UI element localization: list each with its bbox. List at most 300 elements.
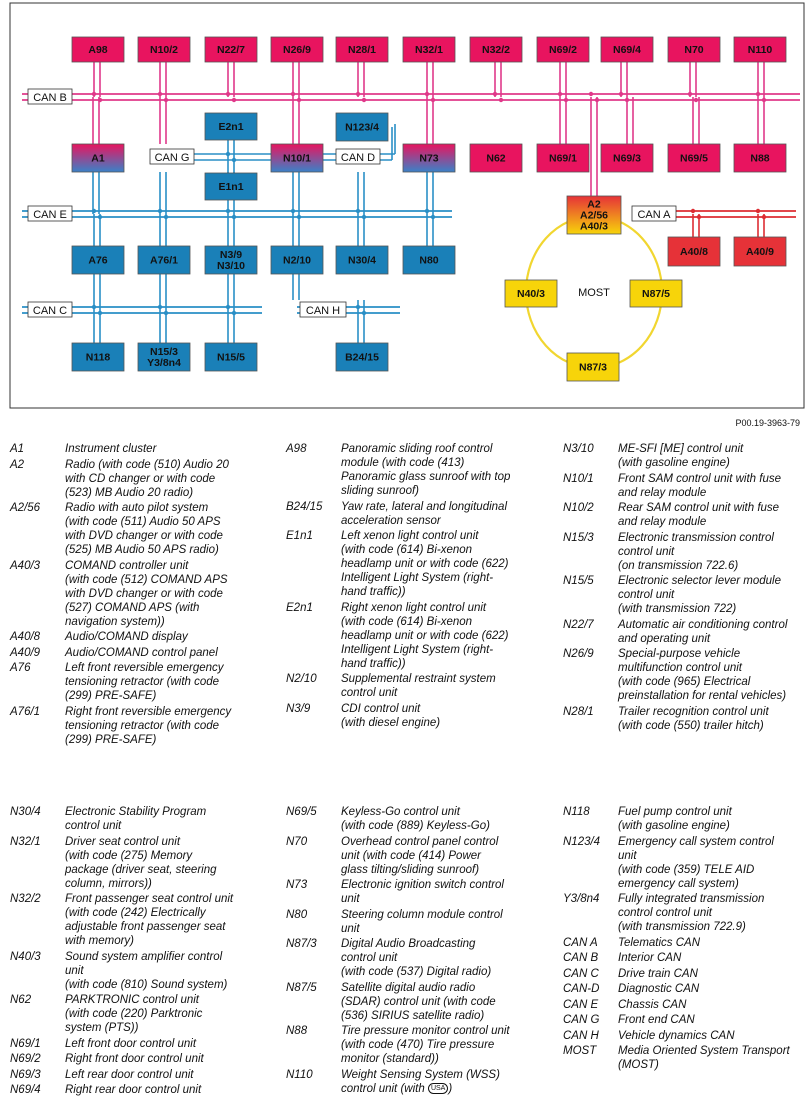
unit-n22-7-label: N22/7 (216, 44, 246, 56)
bus-junction (691, 209, 695, 213)
unit-n110 (734, 37, 786, 62)
legend-code: CAN G (563, 1014, 600, 1026)
bus-label-can-a (632, 206, 676, 221)
bus-junction (688, 92, 692, 96)
legend-description-line: module (with code (413) (341, 457, 465, 469)
legend-description-line: with CD changer or with code (65, 472, 216, 485)
legend-description (618, 1029, 807, 1043)
legend-description-line: control unit (618, 589, 675, 601)
bus-junction (362, 311, 366, 315)
legend-description-line: Electronic transmission control (618, 531, 774, 544)
unit-a40-9 (734, 237, 786, 266)
legend-description (618, 835, 807, 891)
bus-label-can-h (300, 302, 346, 317)
unit-a40-8-label: A40/8 (679, 246, 709, 258)
unit-n110-label: N110 (747, 44, 773, 56)
legend-description (65, 630, 278, 644)
legend-description-line: (523) MB Audio 20 radio) (65, 486, 194, 499)
legend-code: N88 (286, 1025, 308, 1037)
legend-code: N28/1 (563, 705, 594, 718)
legend-entry (10, 950, 278, 992)
legend-description-line: Special-purpose vehicle (618, 648, 741, 660)
bus-junction (158, 305, 162, 309)
legend-description (341, 529, 558, 599)
unit-n32-2 (470, 37, 522, 62)
legend-description-line: Left front door control unit (65, 1037, 197, 1050)
unit-n69-1 (537, 144, 589, 172)
legend-description-line: Left front reversible emergency (65, 662, 224, 674)
legend-description-line: Audio/COMAND control panel (65, 646, 218, 659)
legend-description-line: hand traffic)) (341, 586, 406, 598)
legend-code: N118 (563, 806, 590, 818)
unit-b24-15-label: B24/15 (345, 351, 379, 364)
bus-junction (232, 158, 236, 162)
legend-description (65, 805, 278, 833)
bus-junction (158, 92, 162, 96)
bus-label-can-b (28, 89, 72, 104)
legend-entry (563, 647, 807, 703)
legend-code: N62 (10, 994, 32, 1006)
legend-description-line: multifunction control unit (618, 662, 743, 674)
legend-description-line: emergency call system) (618, 877, 739, 890)
legend-description (618, 574, 807, 616)
legend-description (65, 646, 278, 660)
legend-description-line: Right rear door control unit (65, 1084, 202, 1096)
diagram-frame (10, 3, 804, 408)
legend-code: N69/2 (10, 1053, 41, 1065)
bus-junction (226, 305, 230, 309)
legend-description (618, 805, 807, 833)
legend-code: N26/9 (563, 648, 594, 660)
legend-entry (286, 601, 558, 671)
legend-code: N70 (286, 835, 308, 848)
bus-label-can-a-text: CAN A (637, 209, 671, 221)
legend-code: CAN B (563, 952, 599, 964)
legend-description (618, 647, 807, 703)
legend-description-line: (with code (511) Audio 50 APS (65, 516, 221, 528)
legend-description-line: (with code (275) Memory (65, 849, 193, 862)
bus-junction (98, 215, 102, 219)
legend-description-line: Diagnostic CAN (618, 983, 700, 995)
legend-entry (10, 892, 278, 948)
legend-description-line: Overhead control panel control (341, 835, 499, 848)
bus-junction (694, 98, 698, 102)
unit-a76 (72, 246, 124, 274)
legend-description-line: and relay module (618, 516, 707, 528)
legend-code: N69/1 (10, 1037, 41, 1050)
unit-n32-1-label: N32/1 (414, 44, 444, 56)
legend-description-line: Panoramic glass sunroof with top (341, 471, 511, 483)
legend-code: N80 (286, 908, 308, 921)
legend-entry (563, 998, 807, 1012)
legend-entry (563, 472, 807, 500)
legend-description (618, 998, 807, 1012)
legend-entry (10, 646, 278, 660)
legend-code: N40/3 (10, 950, 41, 963)
legend-description-line: control control unit (618, 907, 712, 919)
legend-description-line: headlamp unit or with code (622) (341, 558, 509, 570)
legend-description-line: Front passenger seat control unit (65, 893, 234, 905)
legend-description-line (341, 1082, 558, 1096)
legend-description-line: and relay module (618, 486, 707, 499)
legend-description (341, 835, 558, 877)
unit-b24-15 (336, 343, 388, 371)
legend-entry (286, 702, 558, 730)
legend-description-line: ME-SFI [ME] control unit (618, 443, 744, 455)
legend-description-line: Chassis CAN (618, 998, 687, 1011)
legend-code: N15/3 (563, 531, 594, 544)
bus-junction (425, 92, 429, 96)
bus-junction (291, 209, 295, 213)
legend-description-line: CDI control unit (341, 702, 421, 715)
unit-n15-5 (205, 343, 257, 371)
legend-description-line: Electronic Stability Program (65, 806, 207, 818)
legend-entry (563, 835, 807, 891)
bus-junction (164, 215, 168, 219)
unit-e2n1 (205, 113, 257, 140)
legend-description-line: unit (with code (414) Power (341, 849, 481, 862)
legend-entry (286, 500, 558, 528)
bus-label-can-g (150, 149, 194, 164)
legend-code: N123/4 (563, 835, 601, 848)
unit-n3-9-n3-10-label: N3/9 (219, 249, 243, 261)
legend-description-line: hand traffic)) (341, 657, 406, 670)
unit-n10-2 (138, 37, 190, 62)
bus-junction (756, 209, 760, 213)
legend-code: A76/1 (10, 705, 41, 718)
legend-code: N10/1 (563, 472, 594, 485)
legend-description-line: (with code (889) Keyless-Go) (341, 820, 490, 832)
legend-description-line: headlamp unit or with code (622) (341, 629, 509, 642)
legend-entry (286, 981, 558, 1023)
legend-entry (286, 672, 558, 700)
legend-entry (286, 805, 558, 833)
legend-code: N110 (286, 1068, 313, 1081)
legend-code: N32/1 (10, 835, 41, 848)
unit-n2-10 (271, 246, 323, 274)
legend-description-line: Sound system amplifier control (65, 950, 223, 963)
legend-description-line: and operating unit (618, 632, 711, 645)
unit-n32-2-label: N32/2 (481, 44, 511, 56)
legend-code: N32/2 (10, 893, 41, 905)
unit-n15-3-y3-8n4 (138, 343, 190, 371)
unit-a98 (72, 37, 124, 62)
legend-description (341, 908, 558, 936)
bus-junction (92, 209, 96, 213)
bus-junction (756, 92, 760, 96)
legend-description (65, 1037, 278, 1051)
legend-code: Y3/8n4 (563, 893, 600, 905)
bus-junction (595, 98, 599, 102)
bus-junction (232, 215, 236, 219)
legend-entry (286, 835, 558, 877)
legend-code: N15/5 (563, 575, 594, 587)
legend-entry (286, 937, 558, 979)
legend-entry (563, 618, 807, 646)
legend-description-line: Steering column module control (341, 908, 503, 921)
bus-junction (291, 92, 295, 96)
legend-entry (10, 993, 278, 1035)
legend-description-line: (527) COMAND APS (with (65, 601, 200, 614)
legend-description (65, 458, 278, 500)
legend-description (618, 967, 807, 981)
bus-junction (158, 209, 162, 213)
unit-n3-9-n3-10 (205, 246, 257, 274)
unit-n73 (403, 144, 455, 172)
legend-description-line: Tire pressure monitor control unit (341, 1025, 510, 1037)
bus-junction (356, 305, 360, 309)
legend-description (65, 950, 278, 992)
unit-n15-3-y3-8n4-label: N15/3 (149, 346, 179, 358)
legend-code: MOST (563, 1045, 597, 1057)
bus-junction (431, 215, 435, 219)
legend-code: CAN-D (563, 983, 600, 995)
legend-description (618, 472, 807, 500)
unit-n10-2-label: N10/2 (149, 44, 179, 56)
unit-n118 (72, 343, 124, 371)
legend-entry (563, 574, 807, 616)
legend-code: N3/10 (563, 443, 594, 455)
legend-code: A76 (10, 662, 31, 674)
bus-junction (226, 92, 230, 96)
legend-entry (10, 661, 278, 703)
unit-n69-2 (537, 37, 589, 62)
unit-n70-label: N70 (684, 44, 704, 56)
legend-description (618, 531, 807, 573)
unit-n15-3-y3-8n4-label: Y3/8n4 (147, 357, 181, 369)
legend-description-line: Weight Sensing System (WSS) (341, 1068, 500, 1081)
legend-description-line: (with transmission 722) (618, 603, 737, 615)
legend-description-line: (536) SIRIUS satellite radio) (341, 1009, 485, 1022)
legend-entry (10, 442, 278, 456)
legend-code: N22/7 (563, 618, 594, 631)
legend-description (341, 1024, 558, 1066)
legend-description-line: tensioning retractor (with code (65, 676, 220, 688)
unit-e2n1-label: E2n1 (218, 121, 244, 133)
legend-description-line: preinstallation for rental vehicles) (618, 690, 787, 702)
legend-code: N10/2 (563, 502, 594, 514)
legend-description-line: tensioning retractor (with code (65, 719, 220, 732)
legend-description-line: (with code (537) Digital radio) (341, 966, 492, 978)
legend-code: A40/9 (10, 646, 41, 659)
legend-description-line: glass tilting/sliding sunroof) (341, 863, 480, 876)
legend-entry (10, 501, 278, 557)
legend-code: N3/9 (286, 702, 311, 715)
legend-code: CAN E (563, 998, 599, 1011)
legend-entry (286, 1068, 558, 1096)
legend-code: A98 (286, 443, 307, 455)
legend-description-line: unit (341, 922, 360, 935)
legend-description-line: (with code (614) Bi-xenon (341, 544, 473, 556)
legend-description-line: (SDAR) control unit (with code (341, 995, 496, 1008)
legend-description-line: (with code (614) Bi-xenon (341, 615, 473, 628)
legend-description-line: acceleration sensor (341, 514, 441, 527)
legend-description (65, 892, 278, 948)
legend-description (341, 1068, 558, 1096)
bus-junction (98, 311, 102, 315)
legend-description-line: control unit (341, 952, 398, 964)
bus-label-can-h-text: CAN H (305, 305, 341, 317)
legend-description-line: (with diesel engine) (341, 716, 441, 729)
legend-entry (563, 501, 807, 529)
legend-description-line: Radio with auto pilot system (65, 502, 209, 514)
legend-entry (563, 967, 807, 981)
bus-junction (362, 215, 366, 219)
unit-n87-3 (567, 353, 619, 381)
legend-description (341, 500, 558, 528)
legend-description-line: adjustable front passenger seat (65, 921, 226, 933)
legend-code: N69/4 (10, 1084, 41, 1096)
legend-entry (10, 1083, 278, 1097)
legend-description (618, 892, 807, 934)
usa-badge-icon: USA (428, 1083, 448, 1094)
legend-column-3 (563, 442, 807, 734)
legend-text: control unit (with (341, 1082, 428, 1095)
legend-description (65, 993, 278, 1035)
unit-n88 (734, 144, 786, 172)
legend-entry (286, 529, 558, 599)
legend-description (341, 601, 558, 671)
legend-description-line: system (PTS)) (65, 1022, 139, 1034)
legend-code: N87/3 (286, 938, 317, 950)
unit-n32-1 (403, 37, 455, 62)
legend-entry (10, 630, 278, 644)
figure-reference: P00.19-3963-79 (735, 418, 800, 428)
legend-description (618, 936, 807, 950)
legend-description (65, 835, 278, 891)
unit-a2-a2-56-a40-3-label: A2 (587, 198, 601, 211)
unit-n26-9-label: N26/9 (282, 44, 312, 56)
unit-n30-4-label: N30/4 (347, 254, 377, 267)
legend-description-line: Rear SAM control unit with fuse (618, 502, 780, 514)
legend-entry (563, 442, 807, 470)
legend-description-line: Media Oriented System Transport (618, 1045, 790, 1057)
unit-n69-3-label: N69/3 (612, 152, 642, 165)
legend-description-line: Right front door control unit (65, 1053, 204, 1065)
legend-description-line: Right front reversible emergency (65, 705, 232, 718)
legend-entry (563, 705, 807, 733)
bus-label-can-d-text: CAN D (340, 152, 376, 164)
legend-code: A2 (10, 458, 25, 471)
legend-code: N69/5 (286, 806, 317, 818)
bus-junction (92, 305, 96, 309)
unit-a40-9-label: A40/9 (745, 246, 775, 258)
legend-description-line: Vehicle dynamics CAN (618, 1029, 735, 1042)
legend-description-line: sliding sunroof) (341, 485, 419, 497)
legend-description (618, 618, 807, 646)
bus-label-can-d (336, 149, 380, 164)
legend-description-line: (299) PRE-SAFE) (65, 733, 157, 746)
legend-code: A1 (10, 443, 25, 455)
unit-n40-3-label: N40/3 (516, 288, 546, 300)
legend-entry (10, 1052, 278, 1066)
legend-description-line: Keyless-Go control unit (341, 806, 460, 818)
bus-label-can-e-text: CAN E (33, 209, 67, 221)
bus-junction (425, 209, 429, 213)
legend-description (65, 1083, 278, 1097)
legend-description-line: Driver seat control unit (65, 835, 181, 848)
legend-entry (10, 458, 278, 500)
legend-description-line: Emergency call system control (618, 835, 774, 848)
legend-description-line: Fully integrated transmission (618, 893, 765, 905)
legend-entry (10, 1068, 278, 1082)
unit-n30-4 (336, 246, 388, 274)
unit-n3-9-n3-10-label: N3/10 (216, 260, 246, 272)
legend-description-line: Intelligent Light System (right- (341, 572, 494, 584)
legend-description-line: Radio (with code (510) Audio 20 (65, 458, 229, 471)
legend-column-2 (286, 442, 558, 731)
unit-n2-10-label: N2/10 (282, 254, 312, 267)
legend-code: N69/3 (10, 1068, 41, 1081)
legend-description-line: unit (341, 893, 360, 905)
legend-code: CAN A (563, 936, 598, 949)
legend-description-line: with memory) (65, 935, 135, 947)
unit-n87-3-label: N87/3 (578, 361, 608, 374)
legend-entry (286, 442, 558, 498)
legend-description-line: unit (65, 964, 84, 977)
bus-junction (362, 98, 366, 102)
unit-a98-label: A98 (88, 44, 108, 56)
legend-description (341, 702, 558, 730)
legend-description (65, 705, 278, 747)
bus-label-can-c (28, 302, 72, 317)
unit-a1-label: A1 (91, 152, 105, 165)
legend-entry (10, 805, 278, 833)
legend-entry (10, 835, 278, 891)
legend-description-line: Interior CAN (618, 952, 682, 964)
legend-description-line: (with code (810) Sound system) (65, 978, 228, 991)
legend-description-line: (with code (470) Tire pressure (341, 1039, 495, 1051)
unit-n123-4 (336, 113, 388, 141)
legend-code: A40/8 (10, 631, 41, 643)
legend-code: B24/15 (286, 500, 323, 513)
legend-description-line: Telematics CAN (618, 936, 701, 949)
legend-description-line: (with gasoline engine) (618, 820, 730, 832)
bus-junction (232, 311, 236, 315)
legend-description (341, 937, 558, 979)
unit-n10-1-label: N10/1 (282, 152, 312, 165)
legend-entry (563, 1044, 807, 1072)
legend-code: N87/5 (286, 981, 317, 994)
unit-a76-1-label: A76/1 (149, 254, 179, 267)
unit-e1n1 (205, 173, 257, 200)
bus-junction (589, 92, 593, 96)
legend-code: CAN H (563, 1029, 599, 1042)
unit-n62 (470, 144, 522, 172)
legend-description-line: Right xenon light control unit (341, 601, 487, 614)
unit-n123-4-label: N123/4 (345, 121, 379, 134)
legend-description (618, 982, 807, 996)
legend-entry (563, 936, 807, 950)
unit-n69-1-label: N69/1 (548, 152, 578, 165)
bus-junction (164, 311, 168, 315)
legend-description-line: monitor (standard)) (341, 1053, 439, 1065)
legend-description (341, 442, 558, 498)
legend-description-line: (with gasoline engine) (618, 457, 730, 469)
legend-description-line: (with code (512) COMAND APS (65, 573, 228, 586)
legend-entry (563, 951, 807, 965)
legend-code: A2/56 (10, 502, 41, 514)
legend-entry (563, 1029, 807, 1043)
legend-description-line: Electronic ignition switch control (341, 879, 504, 891)
legend-column-4 (10, 805, 278, 1099)
unit-n69-4-label: N69/4 (612, 44, 642, 56)
legend-code: E2n1 (286, 601, 313, 614)
legend-description-line: (525) MB Audio 50 APS radio) (65, 544, 219, 556)
unit-n26-9 (271, 37, 323, 62)
bus-junction (232, 98, 236, 102)
legend-description-line: (on transmission 722.6) (618, 559, 739, 572)
